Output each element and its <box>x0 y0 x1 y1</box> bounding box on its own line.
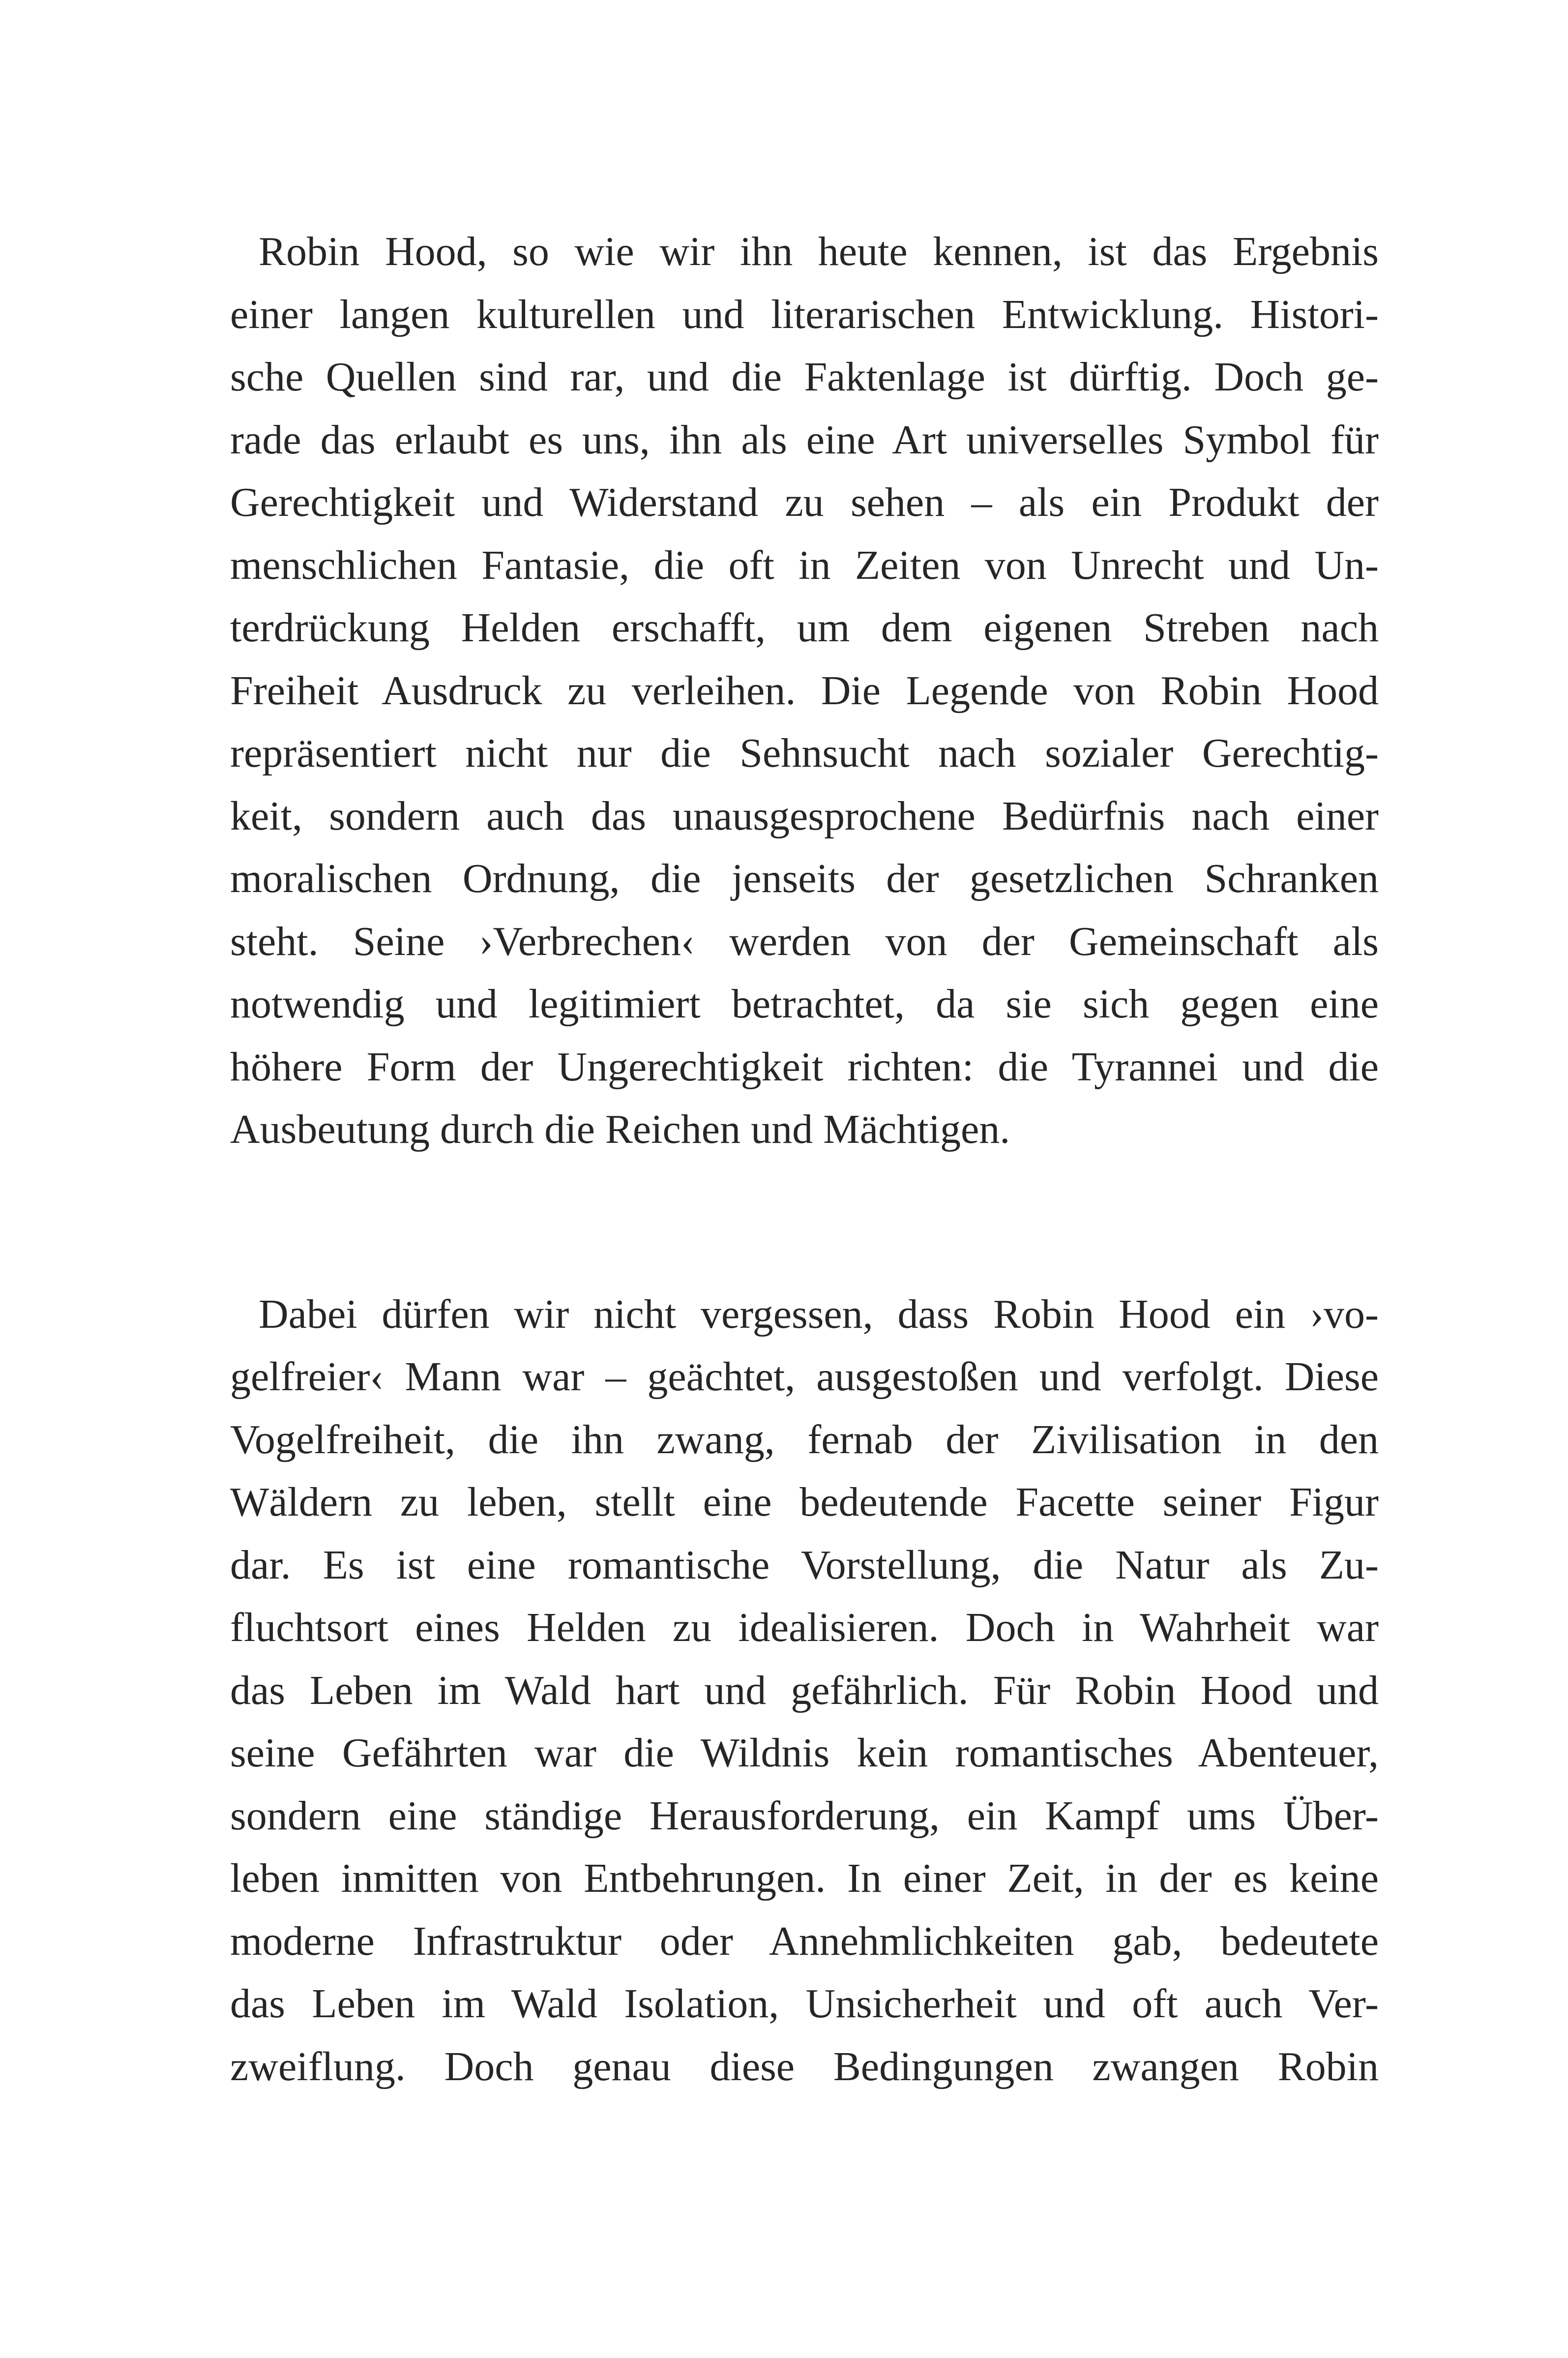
paragraph-2 <box>230 1283 1379 2098</box>
text-line: Wäldern zu leben, stellt eine bedeutende Facette seiner Figur <box>230 1479 1379 1525</box>
paragraph-1 <box>230 220 1379 1161</box>
text-line: Freiheit Ausdruck zu verleihen. Die Legende von Robin Hood <box>230 667 1379 714</box>
text-line: terdrückung Helden erschafft, um dem eigenen Streben nach <box>230 605 1379 651</box>
text-line: menschlichen Fantasie, die oft in Zeiten von Unrecht und Un- <box>230 542 1379 588</box>
text-line: dar. Es ist eine romantische Vorstellung, die Natur als Zu- <box>230 1542 1379 1588</box>
text-line: das Leben im Wald hart und gefährlich. Für Robin Hood und <box>230 1667 1379 1713</box>
text-line: Ausbeutung durch die Reichen und Mächtigen. <box>230 1106 1010 1152</box>
text-line: gelfreier‹ Mann war – geächtet, ausgestoßen und verfolgt. Diese <box>230 1354 1379 1400</box>
text-line: höhere Form der Ungerechtigkeit richten: die Tyrannei und die <box>230 1044 1379 1090</box>
text-line: das Leben im Wald Isolation, Unsicherheit und oft auch Ver- <box>230 1981 1379 2027</box>
text-line: leben inmitten von Entbehrungen. In einer Zeit, in der es keine <box>230 1855 1379 1901</box>
text-line: keit, sondern auch das unausgesprochene Bedürfnis nach einer <box>230 793 1379 839</box>
text-line: moralischen Ordnung, die jenseits der gesetzlichen Schranken <box>230 856 1379 901</box>
paragraph-gap <box>230 1161 1379 1283</box>
text-line: notwendig und legitimiert betrachtet, da sie sich gegen eine <box>230 981 1379 1027</box>
text-line: repräsentiert nicht nur die Sehnsucht nach sozialer Gerechtig- <box>230 730 1379 776</box>
text-line: Robin Hood, so wie wir ihn heute kennen, ist das Ergebnis <box>259 229 1379 274</box>
text-line: Dabei dürfen wir nicht vergessen, dass Robin Hood ein ›vo- <box>259 1291 1379 1337</box>
text-line: fluchtsort eines Helden zu idealisieren. Doch in Wahrheit war <box>230 1605 1379 1650</box>
text-line: zweiflung. Doch genau diese Bedingungen zwangen Robin <box>230 2043 1379 2089</box>
body-text <box>230 220 1379 2098</box>
text-line: moderne Infrastruktur oder Annehmlichkeiten gab, bedeutete <box>230 1918 1379 1964</box>
text-line: seine Gefährten war die Wildnis kein romantisches Abenteuer, <box>230 1730 1379 1776</box>
text-line: einer langen kulturellen und literarischen Entwicklung. Histori- <box>230 291 1379 337</box>
text-line: sche Quellen sind rar, und die Faktenlage ist dürftig. Doch ge- <box>230 354 1379 400</box>
text-line: sondern eine ständige Herausforderung, ein Kampf ums Über- <box>230 1792 1379 1839</box>
text-line: Gerechtigkeit und Widerstand zu sehen – als ein Produkt der <box>230 479 1379 525</box>
text-line: rade das erlaubt es uns, ihn als eine Art universelles Symbol für <box>230 417 1379 463</box>
text-line: steht. Seine ›Verbrechen‹ werden von der Gemeinschaft als <box>230 918 1379 964</box>
text-line: Vogelfreiheit, die ihn zwang, fernab der Zivilisation in den <box>230 1416 1379 1463</box>
